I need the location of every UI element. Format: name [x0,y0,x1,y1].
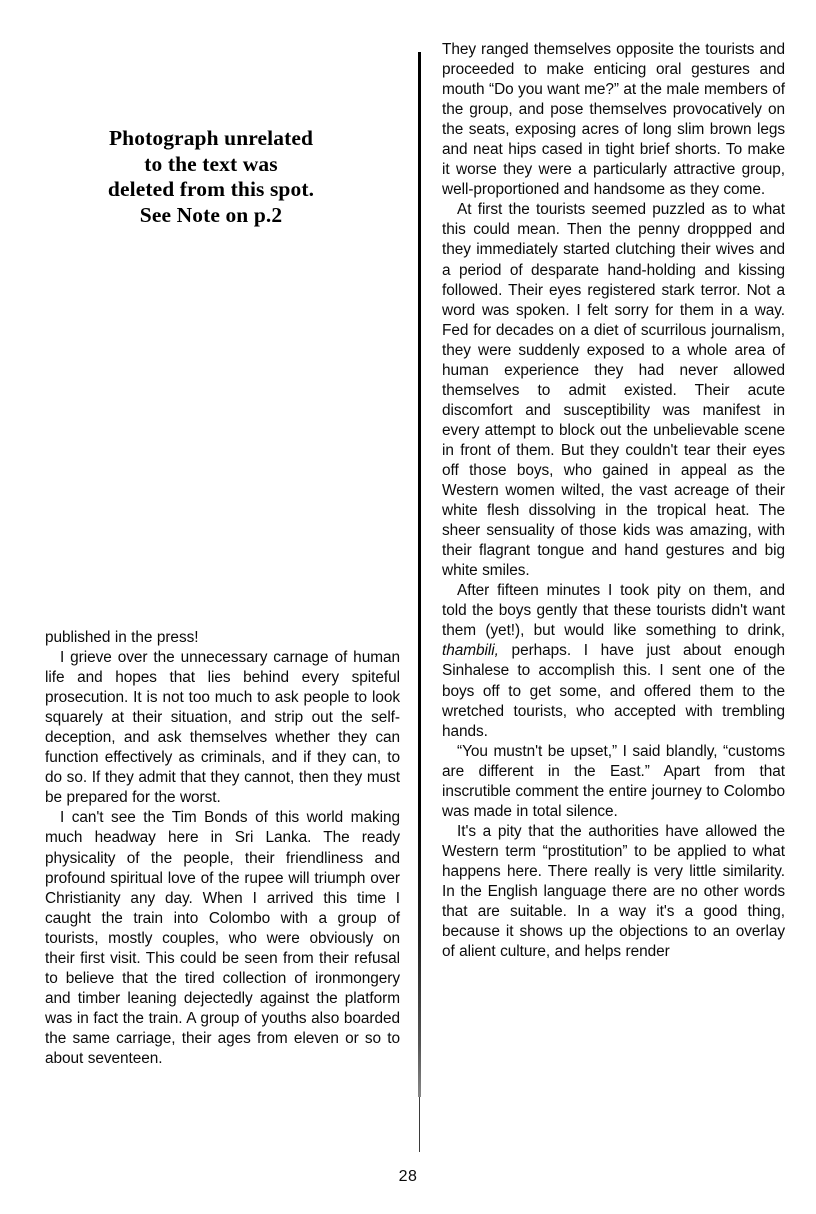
right-text-column [442,40,785,962]
notice-line-3: deleted from this spot. [107,177,315,201]
left-text-column [45,628,400,1069]
page-number: 28 [398,1168,418,1185]
column-divider-rule-tail [419,1097,420,1152]
paragraph: I grieve over the unnecessary carnage of human life and hopes that lies behind every spiteful prosecution. It is not too much to ask people to look squarely at their situation, and strip out the self-deception, and ask themselves whether they can function effectively as criminals, and if they can, to do so. If they admit that they cannot, then they must be prepared for the worst. [45,649,400,807]
column-divider-rule [418,52,421,1097]
paragraph: It's a pity that the authorities have allowed the Western term “prostitution” to be applied to what happens here. There really is very little similarity. In the English language there are no other words that are suitable. In a way it's a good thing, because it shows up the objections to an overlay of alient culture, and helps render [442,822,785,961]
paragraph: At first the tourists seemed puzzled as to what this could mean. Then the penny droppped and they immediately started clutching their wives and a period of desparate hand-holding and kissing followed. Their eyes registered stark terror. Not a word was spoken. I felt sorry for them in a way. Fed for decades on a diet of scurrilous journalism, they were suddenly exposed to a whole area of human experience they had never allowed themselves to admit existed. Their acute discomfort and susceptibility was manifest in every attempt to block out the unbelievable scene in front of them. But they couldn't tear their eyes off those boys, who gained in appeal as the Western women wilted, the vast acreage of their white flesh dissolving in the tropical heat. The sheer sensuality of those kids was amazing, with their flagrant tongue and hand gestures and big white smiles. [442,201,785,580]
paragraph: “You mustn't be upset,” I said blandly, “customs are different in the East.” Apart from that inscrutible comment the entire journey to Colombo was made in total silence. [442,742,785,820]
paragraph: After fifteen minutes I took pity on them, and told the boys gently that these tourists didn't want them (yet!), but would like something to drink, thambili, perhaps. I have just about enough Sinhalese to accomplish this. I sent one of the boys off to get some, and offered them to the wretched tourists, who accepted with trembling hands. [442,582,785,740]
paragraph: published in the press! [45,629,199,646]
paragraph: I can't see the Tim Bonds of this world making much headway here in Sri Lanka. The ready physicality of the people, their friendliness and profound spiritual love of the rupee will triumph over Christianity any day. When I arrived this time I caught the train into Colombo with a group of tourists, mostly couples, who were obviously on their first visit. This could be seen from their refusal to believe that the tired collection of ironmongery and timber leaning dejectedly against the platform was in fact the train. A group of youths also boarded the same carriage, their ages from eleven or so to about seventeen. [45,809,400,1067]
notice-line-1: Photograph unrelated [108,126,314,150]
notice-line-2: to the text was [144,151,278,176]
notice-line-4: See Note on p.2 [139,202,283,227]
paragraph: They ranged themselves opposite the tourists and proceeded to make enticing oral gestures and mouth “Do you want me?” at the male members of the group, and pose themselves provocatively on the seats, exposing acres of long slim brown legs and neat hips cased in tight brief shorts. To make it worse they were a particularly attractive group, well-proportioned and handsome as they come. [442,41,785,199]
deleted-photo-notice [66,126,356,228]
